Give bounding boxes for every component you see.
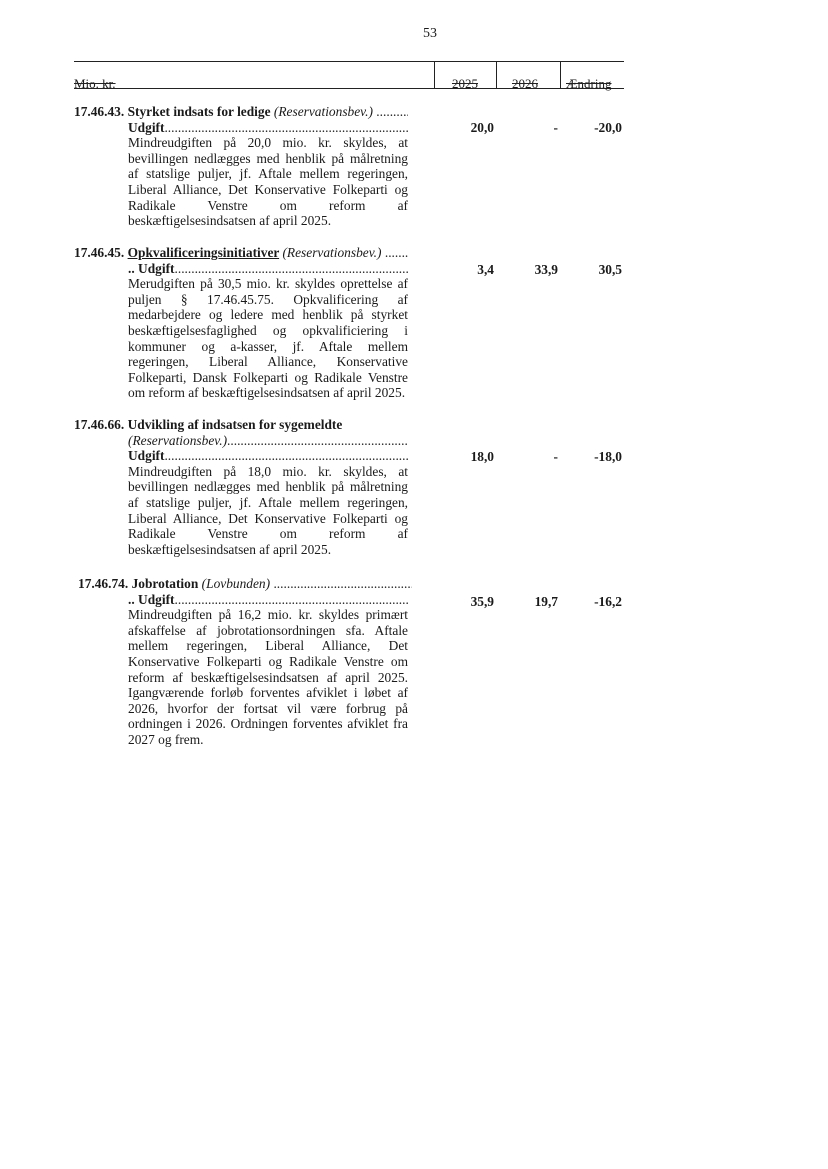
budget-entry [74,417,634,557]
entry-explanation: Mindreudgiften på 18,0 mio. kr. skyldes, at bevillingen nedlægges med henblik på målretning af statslige puljer, jf. Aftale mellem regeringen, Liberal Alliance, Det Konservative Folkeparti og Radikale Venstre om reform af beskæftigelsesindsatsen af april 2025. [128,463,408,557]
header-2026: 2026 [512,76,538,91]
entry-category: (Lovbunden) [201,576,271,591]
entry-title-line [74,245,408,261]
header-2025: 2025 [452,76,478,91]
entry-title: Udvikling af indsatsen for sygemeldte [127,417,343,432]
header-top-rule [74,61,624,62]
entry-explanation: Mindreudgiften på 16,2 mio. kr. skyldes primært afskaffelse af jobrotationsordningen sfa. Aftale mellem regeringen, Liberal Alliance, Det Konservative Folkeparti og Radikale Venstre om reform af beskæftigelsesindsatsen af april 2025. Igangværende forløb forventes afviklet i løbet af 2026, hvorfor der fortsat vil være forbrug på ordningen i 2026. Ordningen forventes afviklet fra 2027 og frem. [128,607,408,747]
header-unit: Mio. kr. [74,76,116,91]
value-2026: - [553,120,558,135]
value-2025: 35,9 [470,594,494,609]
entry-title-line [74,104,408,120]
value-2025: 18,0 [470,449,494,464]
entry-title-line [78,576,412,592]
value-2026: 19,7 [534,594,558,609]
entry-category: (Reservationsbev.) ..... [128,433,408,449]
value-change: -16,2 [594,594,622,609]
entry-explanation: Merudgiften på 30,5 mio. kr. skyldes oprettelse af puljen § 17.46.45.75. Opkvalificering af medarbejdere og ledere med henblik på styrket beskæftigelsesfaglighed og opkvalificiering i kommuner og a-kasser, jf. Aftale mellem regeringen, Liberal Alliance, Konservative Folkeparti, Dansk Folkeparti og Radikale Venstre om reform af beskæftigelsesindsatsen af april 2025. [128,276,408,401]
entry-title: Styrket indsats for ledige [127,104,271,119]
entry-category: (Reservationsbev.) [282,245,382,260]
value-change: -20,0 [594,120,622,135]
entry-title: Opkvalificeringsinitiativer [127,245,280,260]
entry-number: 17.46.66. [74,417,125,432]
header-change: Ændring [566,76,612,91]
value-2025: 20,0 [470,120,494,135]
entry-explanation: Mindreudgiften på 20,0 mio. kr. skyldes, at bevillingen nedlægges med henblik på målretning af statslige puljer, jf. Aftale mellem regeringen, Liberal Alliance, Det Konservative Folkeparti og Radikale Venstre om reform af beskæftigelsesindsatsen af april 2025. [128,135,408,229]
value-2026: - [553,449,558,464]
udgift-label: Udgift ..... [128,120,408,136]
header-bottom-rule [74,88,624,89]
entry-number: 17.46.74. [78,576,129,591]
value-2025: 3,4 [477,262,494,277]
header-col-divider [434,61,435,89]
header-col-divider [560,61,561,89]
entry-number: 17.46.43. [74,104,125,119]
udgift-label: .. Udgift ..... [128,261,408,277]
value-change: -18,0 [594,449,622,464]
udgift-label: Udgift ..... [128,448,408,464]
entry-title: Jobrotation [131,576,199,591]
entry-title-line [74,417,408,433]
value-change: 30,5 [598,262,622,277]
entry-number: 17.46.45. [74,245,125,260]
udgift-label: .. Udgift ..... [128,592,408,608]
entry-category: (Reservationsbev.) [273,104,373,119]
page-number: 53 [423,26,437,41]
header-col-divider [496,61,497,89]
value-2026: 33,9 [534,262,558,277]
